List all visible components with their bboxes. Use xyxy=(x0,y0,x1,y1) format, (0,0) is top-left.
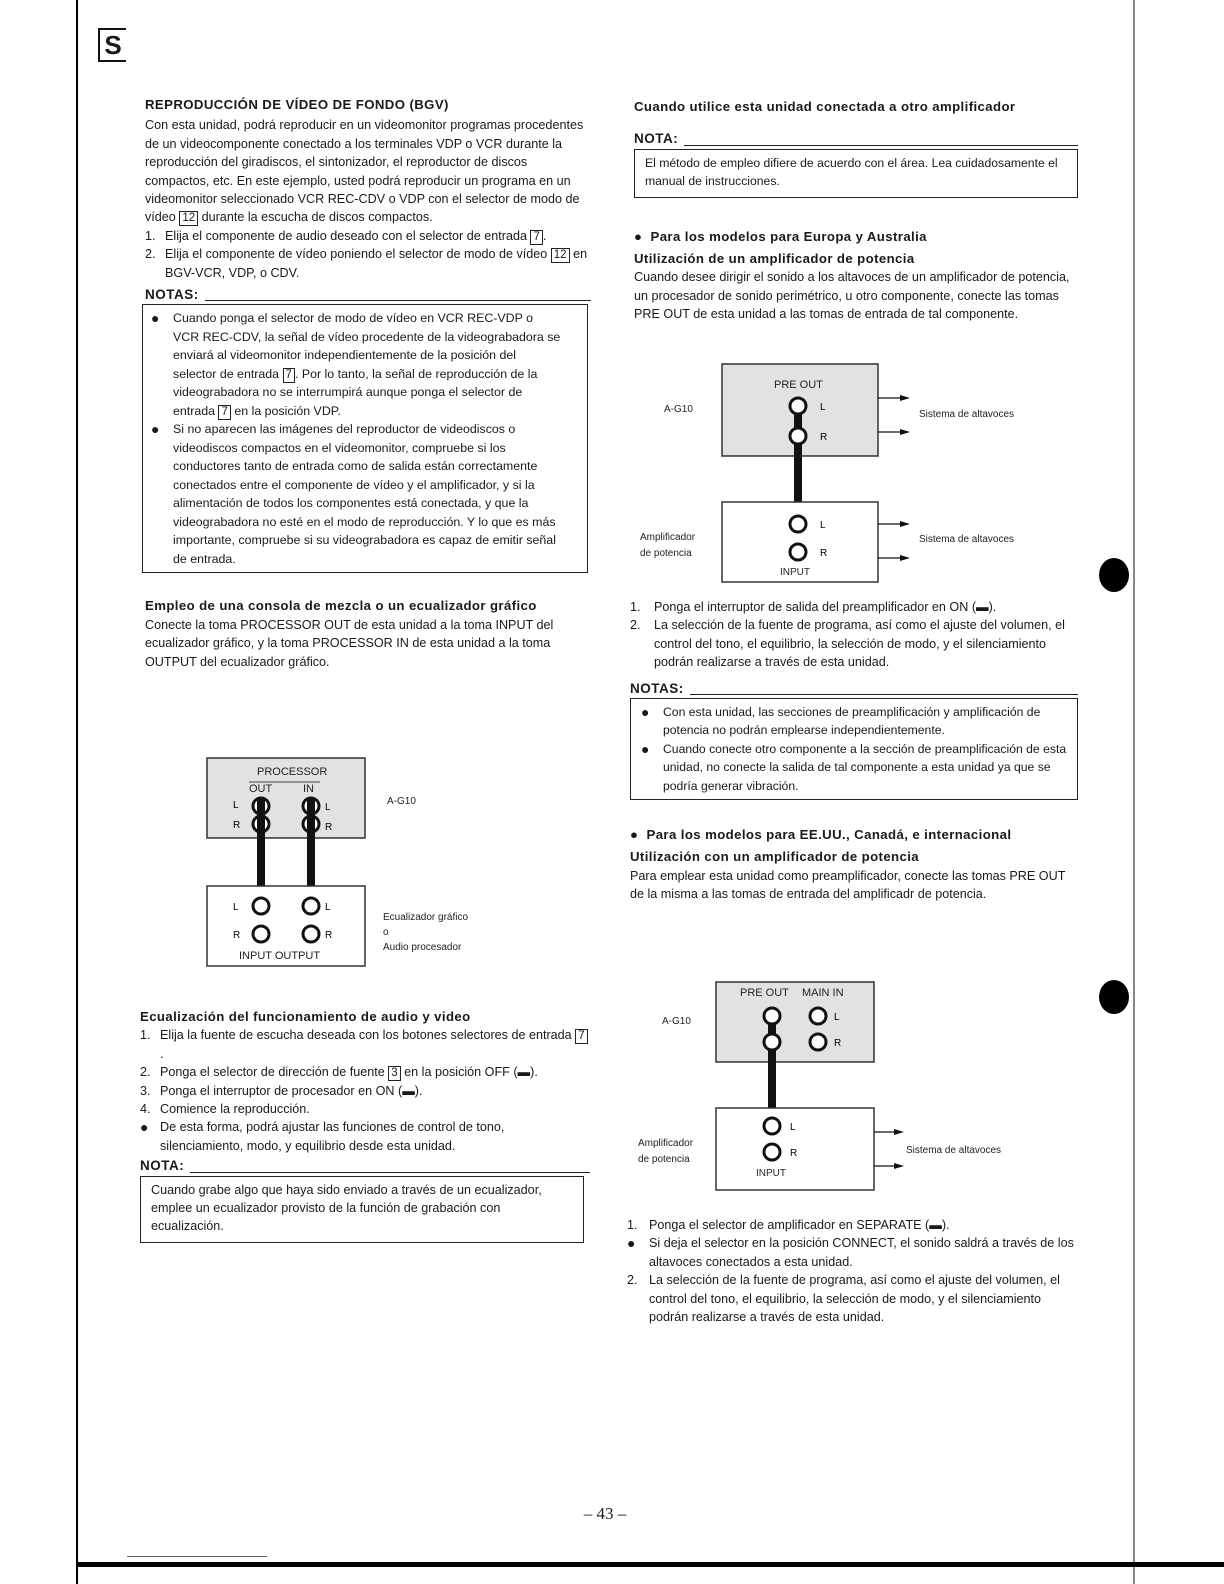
page-number: – 43 – xyxy=(583,1504,627,1523)
usa-step-1: 1. Ponga el selector de amplificador en SEPARATE (▬). xyxy=(627,1218,950,1232)
eq-step-1: 1. Elija la fuente de escucha deseada con los botones selectores de entrada 7. xyxy=(140,1026,590,1063)
right-column-middle xyxy=(630,598,1078,904)
selector-key: 12 xyxy=(551,248,570,263)
unit-label: A-G10 xyxy=(662,1016,691,1027)
selector-key: 12 xyxy=(179,211,198,226)
other-amp-nota-label: NOTA: xyxy=(634,130,1078,148)
eq-name-line1: Ecualizador gráfico xyxy=(383,912,469,923)
eq-name-line3: Audio procesador xyxy=(383,942,462,953)
pre-out-label: PRE OUT xyxy=(740,987,789,999)
svg-text:L: L xyxy=(790,1122,796,1133)
selector-key: 7 xyxy=(218,405,230,420)
usa-subtitle: Utilización con un amplificador de potencia xyxy=(630,849,920,865)
svg-text:R: R xyxy=(233,930,241,941)
bgv-step-1: 1. Elija el componente de audio deseado con el selector de entrada 7 . xyxy=(145,228,547,243)
bgv-note-1: ● Cuando ponga el selector de modo de vídeo en VCR REC-VDP o VCR REC-CDV, la señal de vídeo procedente de la videograbadora se enviará al videomonitor independientemente de la posición del selector de entrada 7 . Por lo tanto, la señal de reproducción de la videograbadora no se interrumpirá aunque ponga el selector de entrada 7 en la posición VDP. xyxy=(151,310,561,418)
svg-text:L: L xyxy=(820,402,826,413)
europe-note-1: ● Con esta unidad, las secciones de preamplificación y amplificación de potencia no podrán emplearse independientemente. xyxy=(641,704,1041,738)
eq-input-l-jack xyxy=(253,898,269,914)
main-in-r-jack xyxy=(810,1034,826,1050)
unit-label: A-G10 xyxy=(387,796,416,807)
input-label: INPUT xyxy=(756,1168,786,1179)
eq-step-2: 2. Ponga el selector de dirección de fuente 3 en la posición OFF (▬). xyxy=(140,1065,538,1080)
power-amp-label-2: de potencia xyxy=(638,1154,690,1165)
bgv-step-2: 2. Elija el componente de vídeo poniendo el selector de modo de vídeo 12 en BGV-VCR, VDP, o CDV. xyxy=(145,247,588,280)
pre-out-r-jack xyxy=(790,428,806,444)
eq-nota-label: NOTA: xyxy=(140,1157,590,1175)
eq-output-r-jack xyxy=(303,926,319,942)
eq-step-3: 3. Ponga el interruptor de procesador en ON (▬). xyxy=(140,1083,423,1098)
eq-function-title: Ecualización del funcionamiento de audio y video xyxy=(140,1009,471,1024)
out-label: OUT xyxy=(249,783,273,795)
europe-step-2: 2. La selección de la fuente de programa, así como el ajuste del volumen, el control del tono, el equilibrio, la selección de modo, y el silenciamiento podrán realizarse a través de esta unidad. xyxy=(630,618,1065,670)
europe-subtitle: Utilización de un amplificador de potencia xyxy=(634,251,915,267)
europe-notas-label: NOTAS: xyxy=(630,680,1078,698)
bottom-thin-line xyxy=(127,1556,267,1557)
usa-heading: ● Para los modelos para EE.UU., Canadá, e internacional xyxy=(630,827,1012,843)
europe-heading: ● Para los modelos para Europa y Australia xyxy=(634,228,927,244)
svg-text:R: R xyxy=(233,820,241,831)
main-in-label: MAIN IN xyxy=(802,987,844,999)
europe-note-2: ● Cuando conecte otro componente a la sección de preamplificación de esta unidad, no conecte la salida de tal componente a esta unidad ya que se podría generar vibración. xyxy=(641,740,1067,793)
left-column xyxy=(145,96,591,671)
europe-body: Cuando desee dirigir el sonido a los altavoces de un amplificador de potencia, un procesador de sonido perimétrico, u otro componente, conecte las tomas PRE OUT de esta unidad a las tomas de entrada de tal componente. xyxy=(634,270,1070,322)
right-border-line xyxy=(1133,0,1135,1584)
speakers-label-top: Sistema de altavoces xyxy=(919,409,1015,420)
input-label: INPUT xyxy=(780,567,810,578)
pre-out-connection-diagram xyxy=(634,358,1074,586)
bgv-notas-label: NOTAS: xyxy=(145,286,591,304)
bgv-title: REPRODUCCIÓN DE VÍDEO DE FONDO (BGV) xyxy=(145,97,449,112)
bgv-note-2: ● Si no aparecen las imágenes del reproductor de videodiscos o videodiscos compactos en el videomonitor, compruebe si los conductores tanto de entrada como de salida están correctamente conectados entre el componente de vídeo y el amplificador, y si la alimentación de todos los componentes está conectada, y que la videograbadora no esté en el modo de reproducción. Y lo que es más importante, compruebe si su videograbadora es capaz de emitir señal de entrada. xyxy=(151,421,556,566)
eq-name-line2: o xyxy=(383,927,389,938)
pre-out-l-jack xyxy=(790,398,806,414)
eq-step-4: 4. Comience la reproducción. xyxy=(140,1102,310,1117)
eq-output-l-jack xyxy=(303,898,319,914)
processor-connection-diagram xyxy=(195,752,515,974)
speakers-label-bottom: Sistema de altavoces xyxy=(919,534,1015,545)
processor-label: PROCESSOR xyxy=(257,766,328,778)
left-column-lower xyxy=(140,1008,590,1243)
power-amp-label-2: de potencia xyxy=(640,548,692,559)
europe-step-1: 1. Ponga el interruptor de salida del preamplificador en ON (▬). xyxy=(630,600,997,614)
usa-body: Para emplear esta unidad como preamplificador, conecte las tomas PRE OUT de la misma a las tomas de entrada del amplificadr de potencia. xyxy=(630,868,1066,902)
selector-key: 7 xyxy=(283,368,295,383)
other-amp-nota-box: El método de empleo difiere de acuerdo con el área. Lea cuidadosamente el manual de instrucciones. xyxy=(634,149,1078,198)
svg-text:R: R xyxy=(790,1148,798,1159)
left-border-line xyxy=(76,0,78,1584)
svg-text:R: R xyxy=(820,548,828,559)
svg-text:R: R xyxy=(325,822,333,833)
main-in-l-jack xyxy=(810,1008,826,1024)
unit-label: A-G10 xyxy=(664,404,693,415)
svg-text:L: L xyxy=(233,902,239,913)
svg-text:R: R xyxy=(834,1038,842,1049)
bgv-body: Con esta unidad, podrá reproducir en un videomonitor programas procedentes de un videocomponente conectado a los terminales VDP o VCR durante la reproducción del giradiscos, el sintonizador, el reproductor de discos compactos, etc. En este ejemplo, usted podrá reproducir un programa en un videomonitor seleccionado VCR REC-CDV o VDP con el selector de modo de vídeo 12 durante la escucha de discos compactos. xyxy=(145,118,584,225)
svg-text:L: L xyxy=(325,802,331,813)
bgv-notes-box xyxy=(142,304,588,573)
input-r-jack xyxy=(764,1144,780,1160)
europe-notes-box xyxy=(630,698,1078,800)
language-marker: S xyxy=(98,28,126,62)
pre-out-r-jack xyxy=(764,1034,780,1050)
input-r-jack xyxy=(790,544,806,560)
power-amp-label-1: Amplificador xyxy=(640,532,696,543)
usa-step-2: 2. La selección de la fuente de programa, así como el ajuste del volumen, el control del tono, el equilibrio, la selección de modo, y el silenciamiento podrán realizarse a través de esta unidad. xyxy=(627,1273,1060,1325)
margin-dot-2 xyxy=(1099,980,1129,1014)
pre-out-label: PRE OUT xyxy=(774,379,823,391)
in-label: IN xyxy=(303,783,314,795)
selector-key: 3 xyxy=(388,1066,400,1081)
selector-key: 7 xyxy=(530,230,542,245)
selector-key: 7 xyxy=(575,1029,587,1044)
eq-bullet: ● De esta forma, podrá ajustar las funciones de control de tono, silenciamiento, modo, y equilibrio desde esta unidad. xyxy=(140,1119,505,1153)
input-l-jack xyxy=(764,1118,780,1134)
svg-text:L: L xyxy=(820,520,826,531)
right-column xyxy=(634,98,1078,324)
usa-bullet: ● Si deja el selector en la posición CONNECT, el sonido saldrá a través de los altavoces conectados a esta unidad. xyxy=(627,1235,1074,1269)
eq-nota-box: Cuando grabe algo que haya sido enviado a través de un ecualizador, emplee un ecualizador provisto de la función de grabación con ecualización. xyxy=(140,1176,584,1243)
power-amp-label-1: Amplificador xyxy=(638,1138,694,1149)
mix-title: Empleo de una consola de mezcla o un ecualizador gráfico xyxy=(145,598,537,614)
other-amp-title: Cuando utilice esta unidad conectada a otro amplificador xyxy=(634,99,1016,114)
speakers-label: Sistema de altavoces xyxy=(906,1145,1002,1156)
input-output-label: INPUT OUTPUT xyxy=(239,950,321,962)
right-column-lower xyxy=(627,1216,1075,1326)
svg-text:R: R xyxy=(820,432,828,443)
mix-body: Conecte la toma PROCESSOR OUT de esta unidad a la toma INPUT del ecualizador gráfico, y la toma PROCESSOR IN de esta unidad a la toma OUTPUT del ecualizador gráfico. xyxy=(145,617,554,669)
input-l-jack xyxy=(790,516,806,532)
eq-input-r-jack xyxy=(253,926,269,942)
bottom-border-line xyxy=(76,1562,1224,1567)
margin-dot-1 xyxy=(1099,558,1129,592)
svg-text:L: L xyxy=(834,1012,840,1023)
main-in-connection-diagram xyxy=(634,976,1074,1198)
svg-text:L: L xyxy=(233,800,239,811)
svg-text:L: L xyxy=(325,902,331,913)
svg-text:R: R xyxy=(325,930,333,941)
pre-out-l-jack xyxy=(764,1008,780,1024)
